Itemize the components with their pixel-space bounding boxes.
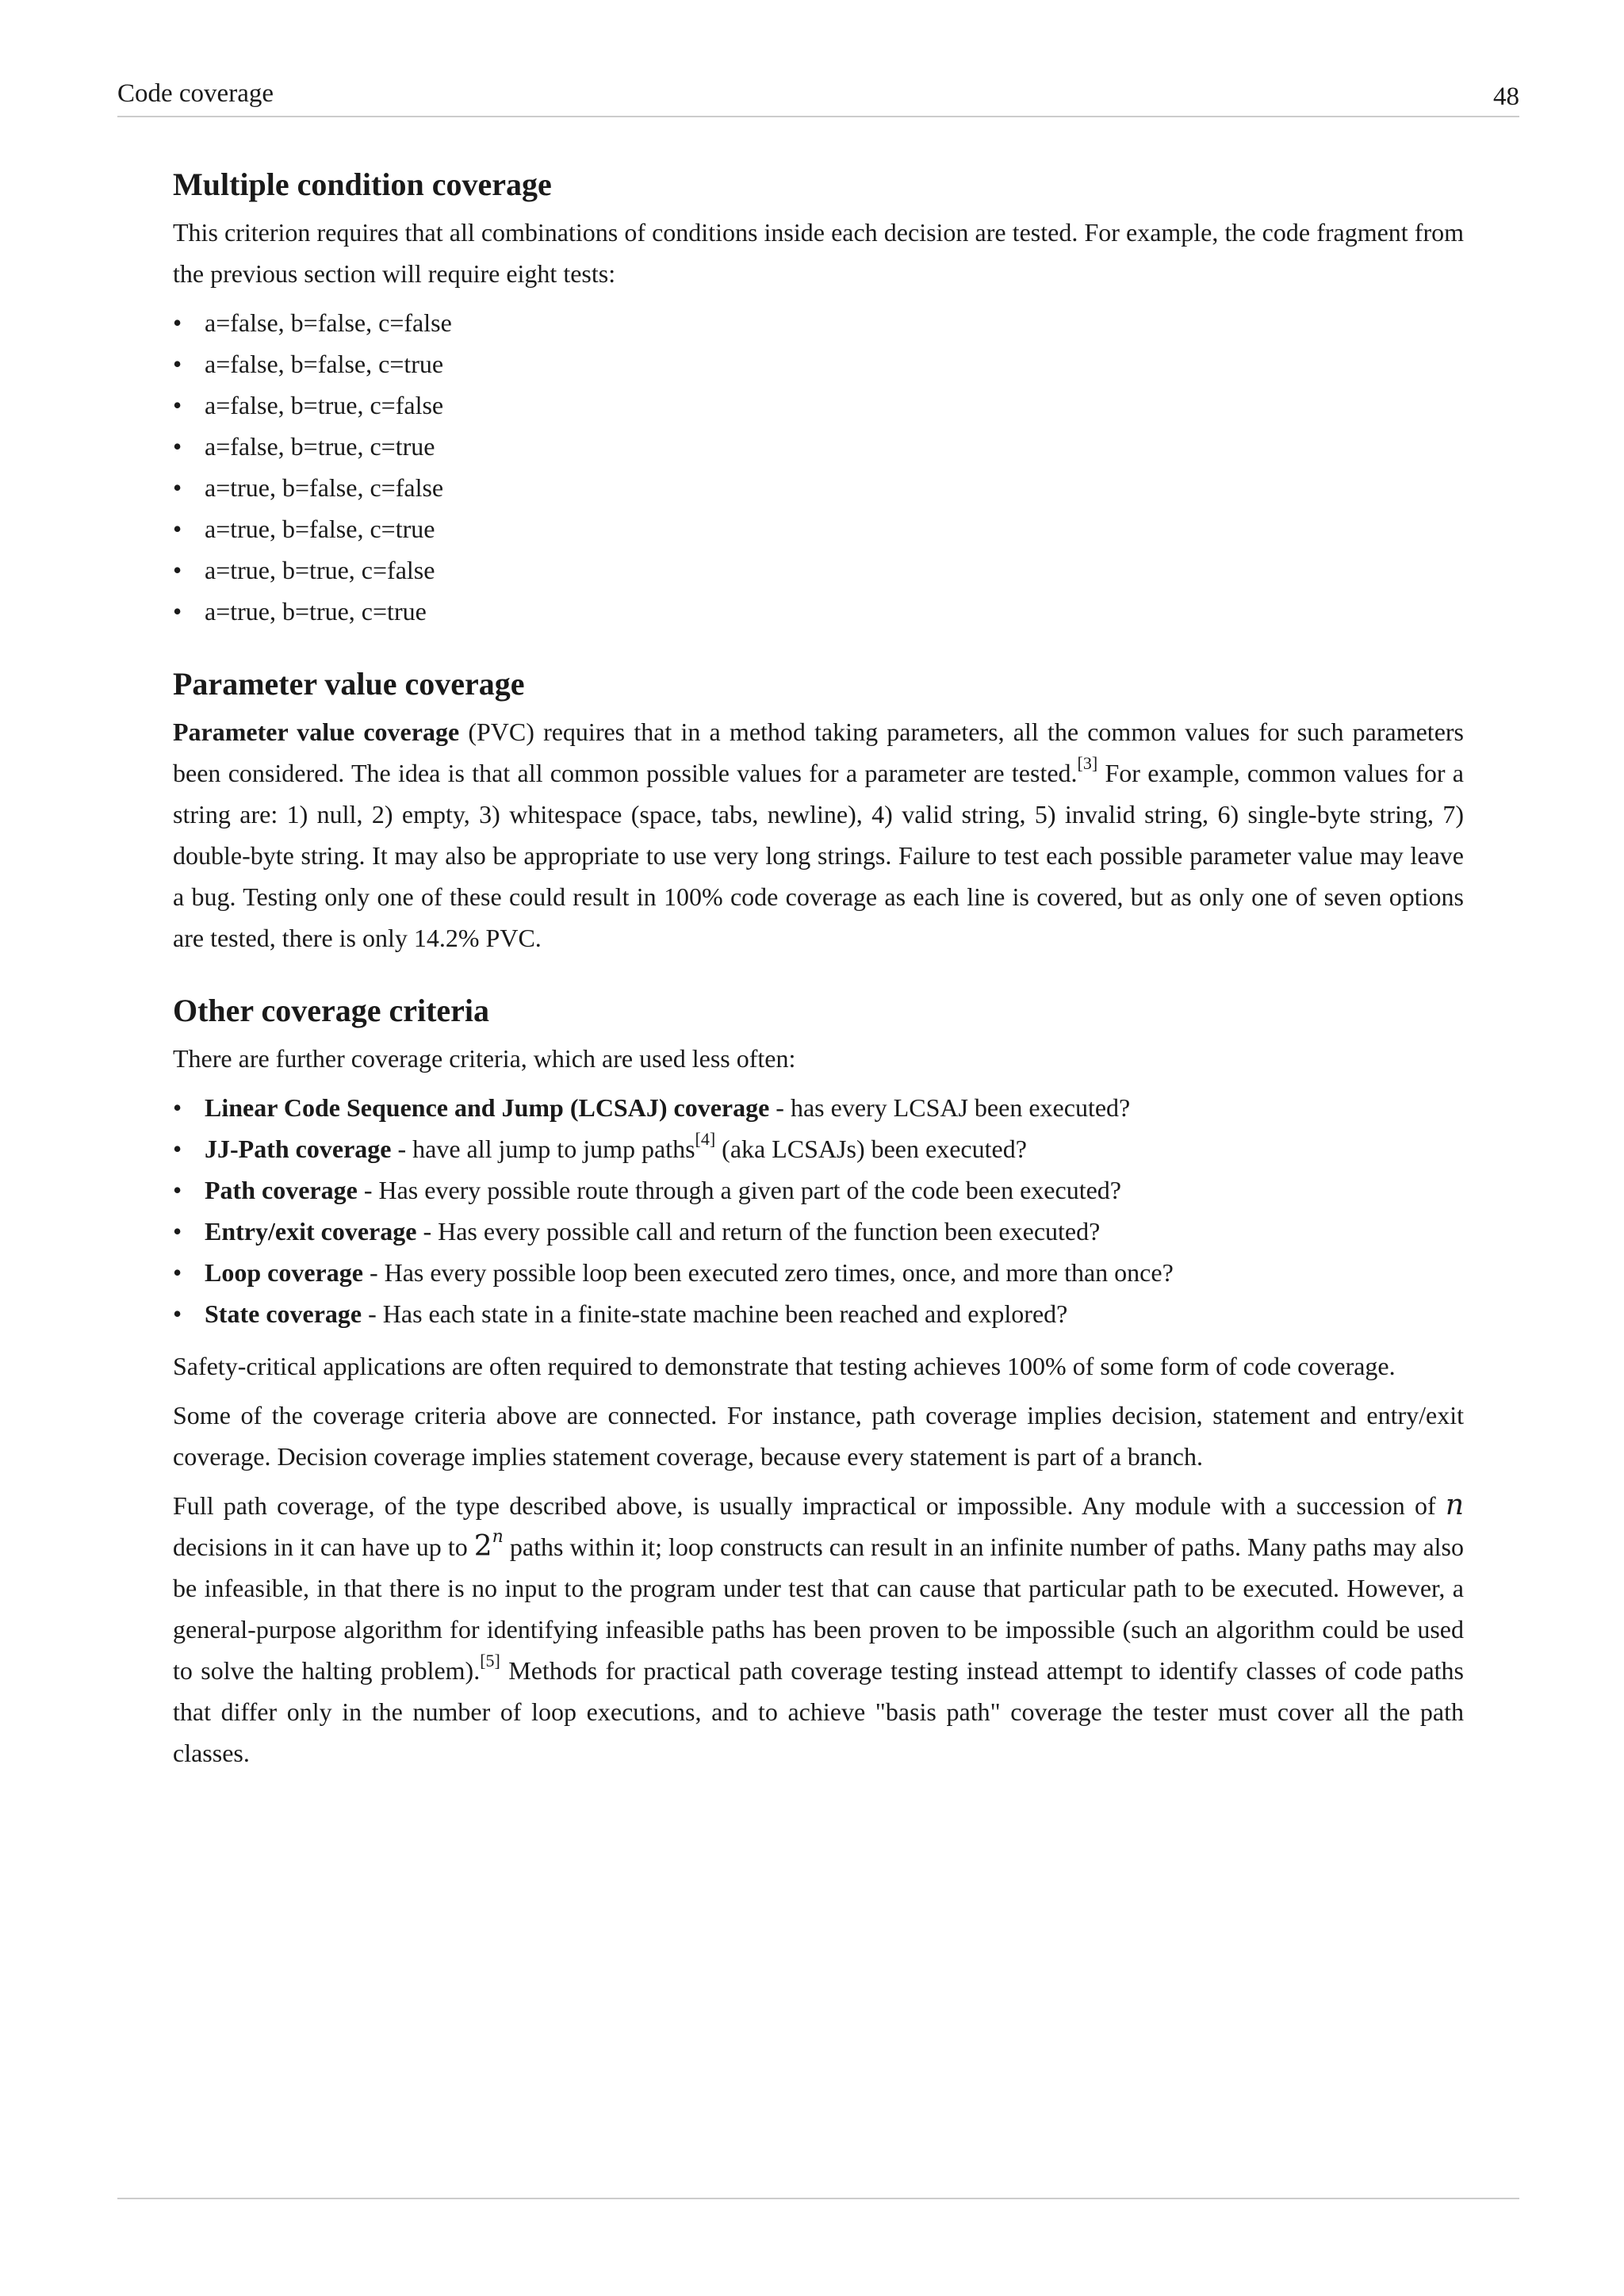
- paragraph-text: Full path coverage, of the type described above, is usually impractical or impossible. Any module with a succession of: [173, 1491, 1446, 1520]
- list-item: • a=true, b=true, c=true: [173, 591, 1464, 632]
- test-combination-list: [173, 302, 1464, 632]
- page-content: [173, 163, 1464, 1804]
- list-item: [173, 1087, 1464, 1128]
- paragraph: There are further coverage criteria, which are used less often:: [173, 1044, 796, 1073]
- term: JJ-Path coverage: [205, 1135, 392, 1163]
- section-multiple-condition-coverage: [173, 163, 1464, 632]
- paragraph: Some of the coverage criteria above are connected. For instance, path coverage implies decision, statement and entry/exit coverage. Decision coverage implies statement coverage, because every statement is part of a branch.: [173, 1401, 1464, 1471]
- list-item: • a=false, b=true, c=true: [173, 426, 1464, 467]
- section-parameter-value-coverage: [173, 662, 1464, 959]
- item-text: - Has every possible route through a given part of the code been executed?: [357, 1176, 1121, 1204]
- paragraph-text: For example, common values for a string are: 1) null, 2) empty, 3) whitespace (space, tabs, newline), 4) valid string, 5) invalid string, 6) single-byte string, 7) double-byte string. It may also be appropriate to use very long strings. Failure to test each possible parameter value may leave a bug. Testing only one of these could result in 100% code coverage as each line is covered, but as only one of seven options are tested, there is only 14.2% PVC.: [173, 759, 1465, 952]
- list-item: • a=true, b=false, c=false: [173, 467, 1464, 508]
- list-item: [173, 1211, 1464, 1252]
- paragraph-text: decisions in it can have up to: [173, 1533, 474, 1561]
- term: Loop coverage: [205, 1258, 363, 1287]
- paragraph: [173, 711, 1464, 959]
- list-item: • a=true, b=false, c=true: [173, 508, 1464, 549]
- page-number: 48: [1493, 82, 1519, 111]
- math-base: 2: [473, 1530, 492, 1563]
- item-text: - Has each state in a finite-state machine been reached and explored?: [362, 1299, 1068, 1328]
- page-header: [117, 78, 1519, 117]
- math-n: n: [1445, 1489, 1464, 1521]
- list-item: [173, 1169, 1464, 1211]
- citation-link[interactable]: [3]: [1077, 753, 1098, 774]
- item-text: - Has every possible loop been executed zero times, once, and more than once?: [362, 1258, 1174, 1287]
- section-heading: Multiple condition coverage: [173, 166, 552, 202]
- paragraph-text: Methods for practical path coverage testing instead attempt to identify classes of code paths that differ only in the number of loop executions, and to achieve "basis path" coverage the tester must cover all the path classes.: [173, 1656, 1465, 1767]
- list-item: • a=true, b=true, c=false: [173, 549, 1464, 591]
- list-item: [173, 1252, 1464, 1293]
- citation-link[interactable]: [5]: [480, 1651, 500, 1671]
- math-exponent: n: [492, 1527, 504, 1547]
- paragraph-text: paths within it; loop constructs can result in an infinite number of paths. Many paths may also be infeasible, in that there is no input to the program under test that can cause that particular path to be executed. However, a general-purpose algorithm for identifying infeasible paths has been proven to be impossible (such an algorithm could be used to solve the halting problem).: [173, 1533, 1465, 1685]
- section-heading: Parameter value coverage: [173, 666, 525, 702]
- section-other-coverage-criteria: [173, 989, 1464, 1774]
- criteria-list: [173, 1087, 1464, 1334]
- term: Entry/exit coverage: [205, 1217, 417, 1246]
- citation-link[interactable]: [4]: [695, 1129, 716, 1150]
- term: State coverage: [205, 1299, 362, 1328]
- item-text: (aka LCSAJs) been executed?: [715, 1135, 1027, 1163]
- term: Linear Code Sequence and Jump (LCSAJ) coverage: [205, 1093, 770, 1122]
- list-item: [173, 1293, 1464, 1334]
- term: Path coverage: [205, 1176, 358, 1204]
- list-item: [173, 1128, 1464, 1169]
- item-text: - Has every possible call and return of the function been executed?: [416, 1217, 1101, 1246]
- item-text: - have all jump to jump paths: [391, 1135, 695, 1163]
- term: Parameter value coverage: [173, 718, 460, 746]
- paragraph-text: (PVC) requires that in a method taking parameters, all the common values for such parameters been considered. The idea is that all common possible values for a parameter are tested.: [173, 718, 1465, 787]
- list-item: • a=false, b=false, c=true: [173, 343, 1464, 385]
- math-power: [473, 1527, 504, 1563]
- item-text: - has every LCSAJ been executed?: [769, 1093, 1131, 1122]
- list-item: • a=false, b=true, c=false: [173, 385, 1464, 426]
- paragraph: [173, 1485, 1464, 1774]
- paragraph: This criterion requires that all combinations of conditions inside each decision are tested. For example, the code fragment from the previous section will require eight tests:: [173, 218, 1464, 288]
- paragraph: Safety-critical applications are often required to demonstrate that testing achieves 100% of some form of code coverage.: [173, 1352, 1396, 1380]
- footer-divider: [117, 2198, 1519, 2199]
- list-item: • a=false, b=false, c=false: [173, 302, 1464, 343]
- section-heading: Other coverage criteria: [173, 993, 490, 1028]
- running-title: Code coverage: [117, 79, 274, 108]
